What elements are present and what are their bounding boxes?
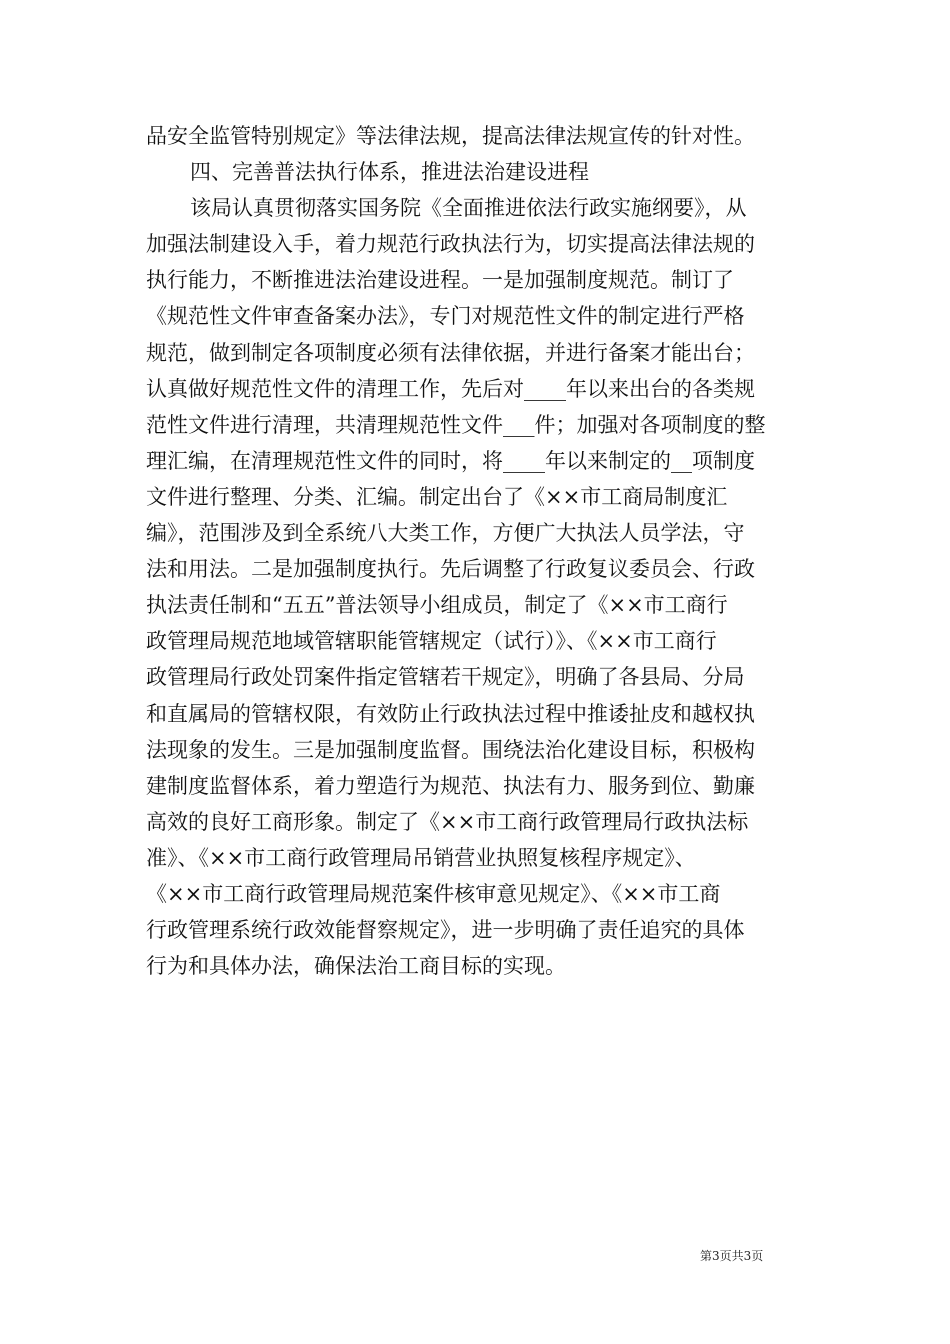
body-text-line: 政管理局规范地域管辖职能管辖规定（试行）》、《××市工商行	[146, 629, 717, 654]
body-text-line: 《××市工商行政管理局规范案件核审意见规定》、《××市工商	[146, 881, 721, 906]
paragraph-first-line: 该局认真贯彻落实国务院《全面推进依法行政实施纲要》，从	[190, 196, 747, 221]
body-text-line: 文件进行整理、分类、汇编。制定出台了《××市工商局制度汇	[146, 484, 728, 509]
body-text-line: 法和用法。二是加强制度执行。先后调整了行政复议委员会、行政	[146, 557, 755, 582]
section-heading: 四、完善普法执行体系，推进法治建设进程	[190, 160, 589, 185]
body-text-line: 认真做好规范性文件的清理工作，先后对____年以来出台的各类规	[146, 376, 755, 401]
body-text-line: 品安全监管特别规定》等法律法规，提高法律法规宣传的针对性。	[146, 124, 755, 148]
body-text-line: 行为和具体办法，确保法治工商目标的实现。	[146, 954, 566, 979]
body-text-line: 和直属局的管辖权限，有效防止行政执法过程中推诿扯皮和越权执	[146, 701, 755, 726]
page-number-footer: 第3页共3页	[700, 1249, 764, 1263]
body-text-line: 行政管理系统行政效能督察规定》，进一步明确了责任追究的具体	[146, 918, 745, 943]
body-text-line: 编》，范围涉及到全系统八大类工作，方便广大执法人员学法，守	[146, 521, 745, 546]
body-text-line: 高效的良好工商形象。制定了《××市工商行政管理局行政执法标	[146, 809, 749, 834]
body-text-line: 理汇编，在清理规范性文件的同时，将____年以来制定的__项制度	[146, 448, 755, 473]
body-text-line: 《规范性文件审查备案办法》，专门对规范性文件的制定进行严格	[146, 304, 745, 329]
body-text-line: 准》、《××市工商行政管理局吊销营业执照复核程序规定》、	[146, 845, 696, 870]
body-text-line: 执法责任制和“五五”普法领导小组成员，制定了《××市工商行	[146, 593, 728, 618]
body-text-line: 执行能力，不断推进法治建设进程。一是加强制度规范。制订了	[146, 268, 734, 293]
body-text-line: 规范，做到制定各项制度必须有法律依据，并进行备案才能出台；	[146, 340, 755, 365]
body-text-line: 政管理局行政处罚案件指定管辖若干规定》，明确了各县局、分局	[146, 665, 745, 690]
body-text-line: 法现象的发生。三是加强制度监督。围绕法治化建设目标，积极构	[146, 737, 755, 762]
body-text-line: 建制度监督体系，着力塑造行为规范、执法有力、服务到位、勤廉	[146, 773, 755, 798]
body-text-line: 加强法制建设入手，着力规范行政执法行为，切实提高法律法规的	[146, 232, 755, 257]
body-text-line: 范性文件进行清理，共清理规范性文件___件；加强对各项制度的整	[146, 412, 766, 437]
document-body	[146, 118, 808, 984]
